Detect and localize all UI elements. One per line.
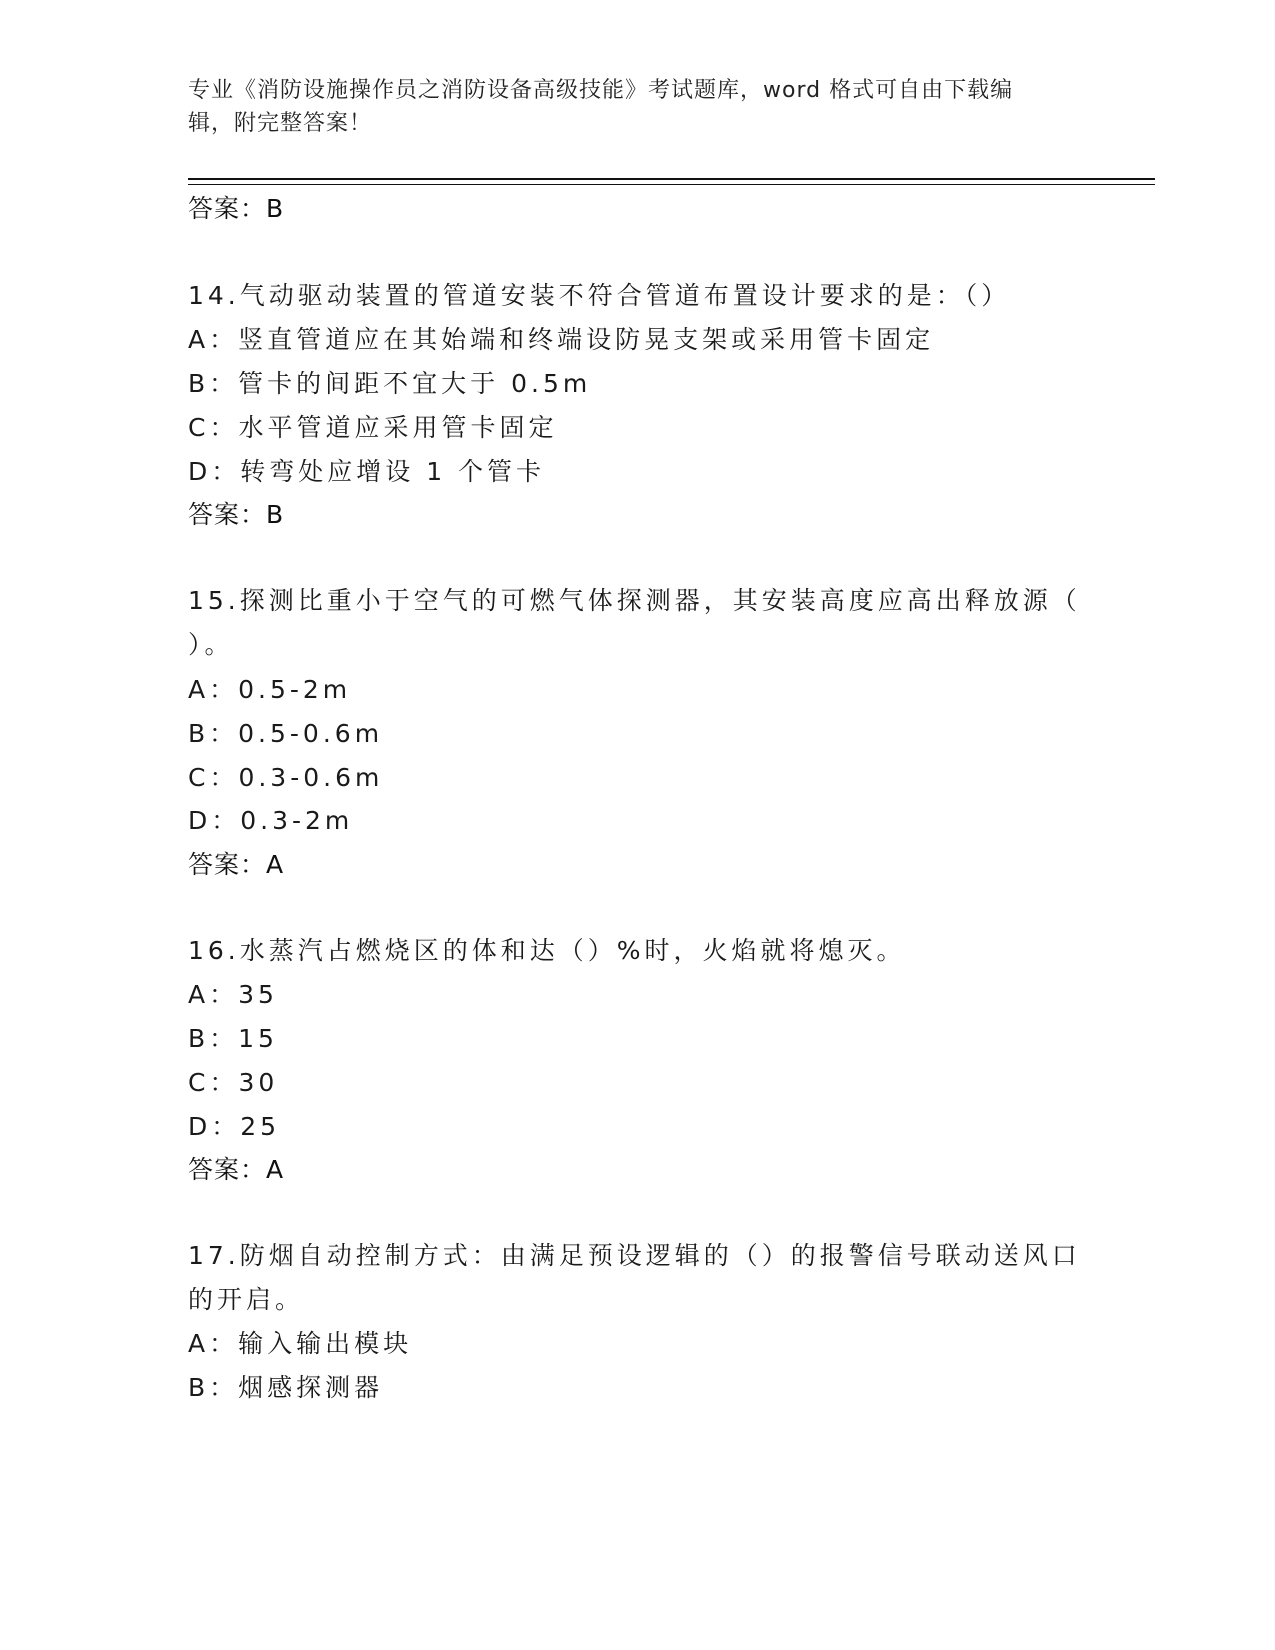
question-14-option-b: B：管卡的间距不宜大于 0.5m xyxy=(188,369,592,398)
question-14-stem: 14.气动驱动装置的管道安装不符合管道布置设计要求的是：（） xyxy=(188,281,1011,310)
question-15-answer: 答案：A xyxy=(188,850,285,879)
question-17-option-a: A：输入输出模块 xyxy=(188,1329,413,1358)
question-14-option-c: C：水平管道应采用管卡固定 xyxy=(188,413,558,442)
question-17-stem-line-2: 的开启。 xyxy=(188,1285,305,1314)
question-16-option-c: C：30 xyxy=(188,1068,279,1097)
question-14-option-a: A：竖直管道应在其始端和终端设防晃支架或采用管卡固定 xyxy=(188,325,935,354)
header-divider-thin xyxy=(188,184,1155,185)
question-15-option-d: D：0.3-2m xyxy=(188,806,354,835)
question-15-option-a: A：0.5-2m xyxy=(188,675,352,704)
question-14-option-d: D：转弯处应增设 1 个管卡 xyxy=(188,457,546,486)
question-15-stem-line-2: ）。 xyxy=(188,630,234,659)
answer-prev: 答案：B xyxy=(188,194,285,223)
question-16-option-a: A：35 xyxy=(188,980,278,1009)
header-line-2: 辑，附完整答案！ xyxy=(188,111,373,136)
question-16-option-d: D：25 xyxy=(188,1112,281,1141)
question-14-answer: 答案：B xyxy=(188,500,285,529)
question-16-stem: 16.水蒸汽占燃烧区的体和达（）%时，火焰就将熄灭。 xyxy=(188,936,906,965)
question-16-option-b: B：15 xyxy=(188,1024,278,1053)
page-header xyxy=(188,74,1068,140)
question-16-answer: 答案：A xyxy=(188,1155,285,1184)
question-15-option-b: B：0.5-0.6m xyxy=(188,719,384,748)
question-15-stem-line-1: 15.探测比重小于空气的可燃气体探测器，其安装高度应高出释放源（ xyxy=(188,586,1081,615)
question-17-option-b: B：烟感探测器 xyxy=(188,1373,384,1402)
question-15-option-c: C：0.3-0.6m xyxy=(188,763,384,792)
header-line-1: 专业《消防设施操作员之消防设备高级技能》考试题库，word 格式可自由下载编 xyxy=(188,78,1014,103)
question-17-stem-line-1: 17.防烟自动控制方式：由满足预设逻辑的（）的报警信号联动送风口 xyxy=(188,1241,1081,1270)
header-divider-thick xyxy=(188,178,1155,180)
